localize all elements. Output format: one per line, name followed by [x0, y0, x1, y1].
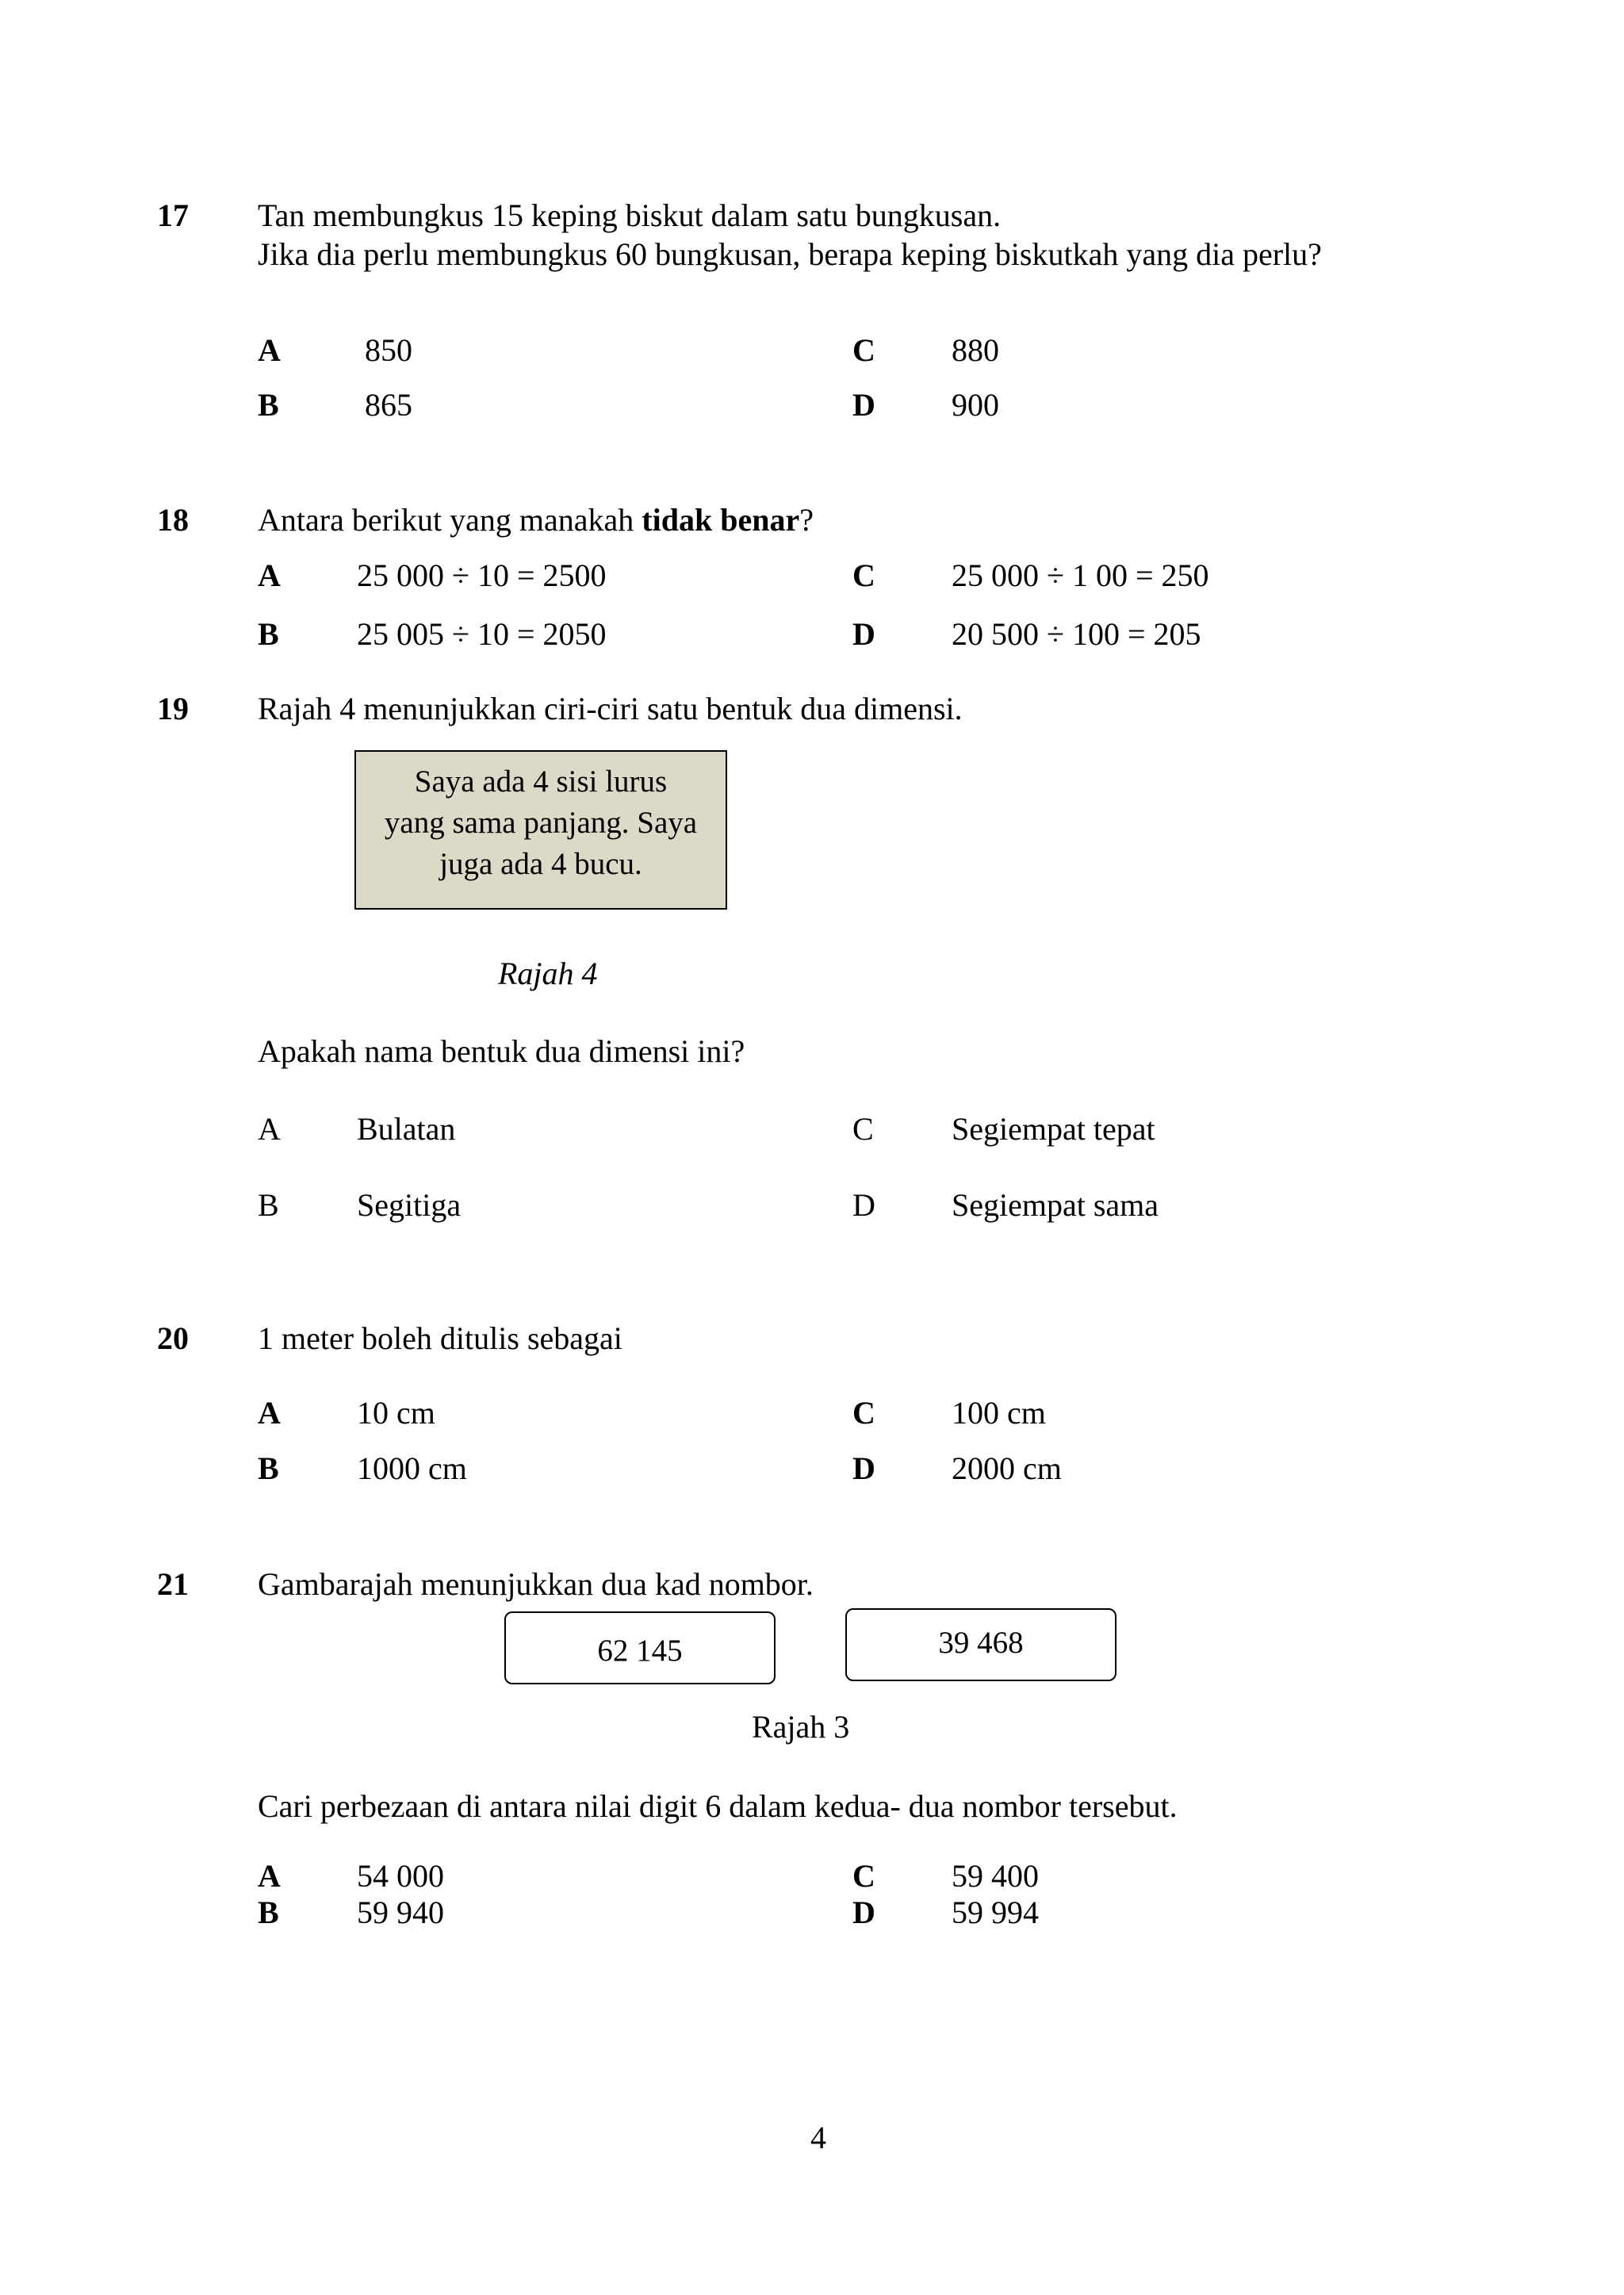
q20-option-a-label: A — [258, 1395, 281, 1431]
q20-option-c-text: 100 cm — [952, 1395, 1046, 1431]
page-number: 4 — [810, 2120, 826, 2155]
q19-option-d-text: Segiempat sama — [952, 1187, 1159, 1223]
q21-option-a-text: 54 000 — [357, 1858, 444, 1894]
question-17-line-1: Tan membungkus 15 keping biskut dalam satu bungkusan. — [258, 197, 1002, 233]
q17-option-d-text: 900 — [952, 387, 999, 423]
q19-option-c-label: C — [852, 1111, 874, 1147]
question-17-line-2: Jika dia perlu membungkus 60 bungkusan, berapa keping biskutkah yang dia perlu? — [258, 236, 1322, 272]
q17-option-d-label: D — [852, 387, 875, 423]
question-20-prompt: 1 meter boleh ditulis sebagai — [258, 1320, 622, 1356]
q18-option-c-text: 25 000 ÷ 1 00 = 250 — [952, 557, 1209, 593]
question-18-number: 18 — [157, 502, 189, 538]
rajah-4-box-line: Saya ada 4 sisi lurus — [414, 764, 668, 799]
q18-option-a-text: 25 000 ÷ 10 = 2500 — [357, 557, 607, 593]
question-20-number: 20 — [157, 1320, 189, 1356]
q19-option-b-text: Segitiga — [357, 1187, 462, 1223]
q18-option-a-label: A — [258, 557, 281, 593]
q18-option-b-text: 25 005 ÷ 10 = 2050 — [357, 616, 607, 652]
q18-prompt-before: Antara berikut yang manakah — [258, 502, 642, 538]
q17-option-b-text: 865 — [365, 387, 412, 423]
q18-option-d-text: 20 500 ÷ 100 = 205 — [952, 616, 1201, 652]
q21-option-a-label: A — [258, 1858, 281, 1894]
number-card-2-value: 39 468 — [938, 1626, 1024, 1660]
q17-option-b-label: B — [258, 387, 279, 423]
q20-option-d-text: 2000 cm — [952, 1450, 1062, 1486]
q20-option-a-text: 10 cm — [357, 1395, 435, 1431]
q21-option-d-text: 59 994 — [952, 1895, 1039, 1930]
question-19-question: Apakah nama bentuk dua dimensi ini? — [258, 1033, 745, 1069]
number-card-1-value: 62 145 — [597, 1634, 683, 1668]
q19-option-a-text: Bulatan — [357, 1111, 456, 1147]
q21-option-d-label: D — [852, 1895, 875, 1930]
question-19-number: 19 — [157, 691, 189, 726]
number-card-1 — [504, 1611, 776, 1684]
rajah-4-box-line: yang sama panjang. Saya — [384, 806, 698, 840]
q19-option-c-text: Segiempat tepat — [952, 1111, 1155, 1147]
q18-option-d-label: D — [852, 616, 875, 652]
question-21-question: Cari perbezaan di antara nilai digit 6 dalam kedua- dua nombor tersebut. — [258, 1788, 1178, 1824]
rajah-3-caption: Rajah 3 — [752, 1709, 850, 1745]
q20-option-c-label: C — [852, 1395, 875, 1431]
q17-option-a-text: 850 — [365, 332, 412, 368]
q18-option-b-label: B — [258, 616, 279, 652]
q19-option-d-label: D — [852, 1187, 875, 1223]
number-card-2 — [845, 1608, 1116, 1681]
q21-option-b-text: 59 940 — [357, 1895, 444, 1930]
q17-option-a-label: A — [258, 332, 281, 368]
q19-option-b-label: B — [258, 1187, 279, 1223]
question-21-prompt: Gambarajah menunjukkan dua kad nombor. — [258, 1566, 814, 1602]
q18-prompt-emphasis: tidak benar — [642, 502, 800, 538]
q21-option-c-label: C — [852, 1858, 875, 1894]
q21-option-b-label: B — [258, 1895, 279, 1930]
q20-option-b-label: B — [258, 1450, 279, 1486]
q21-option-c-text: 59 400 — [952, 1858, 1039, 1894]
question-19-prompt: Rajah 4 menunjukkan ciri-ciri satu bentuk dua dimensi. — [258, 691, 963, 726]
q20-option-b-text: 1000 cm — [357, 1450, 467, 1486]
rajah-4-box-line: juga ada 4 bucu. — [439, 847, 642, 881]
rajah-4-caption: Rajah 4 — [498, 956, 598, 991]
question-18-prompt — [258, 504, 814, 536]
q20-option-d-label: D — [852, 1450, 875, 1486]
rajah-4-description-box — [354, 750, 727, 910]
q18-option-c-label: C — [852, 557, 875, 593]
q17-option-c-text: 880 — [952, 332, 999, 368]
q17-option-c-label: C — [852, 332, 875, 368]
q19-option-a-label: A — [258, 1111, 281, 1147]
q18-prompt-after: ? — [799, 502, 814, 538]
question-21-number: 21 — [157, 1566, 189, 1602]
question-17-number: 17 — [157, 197, 189, 233]
